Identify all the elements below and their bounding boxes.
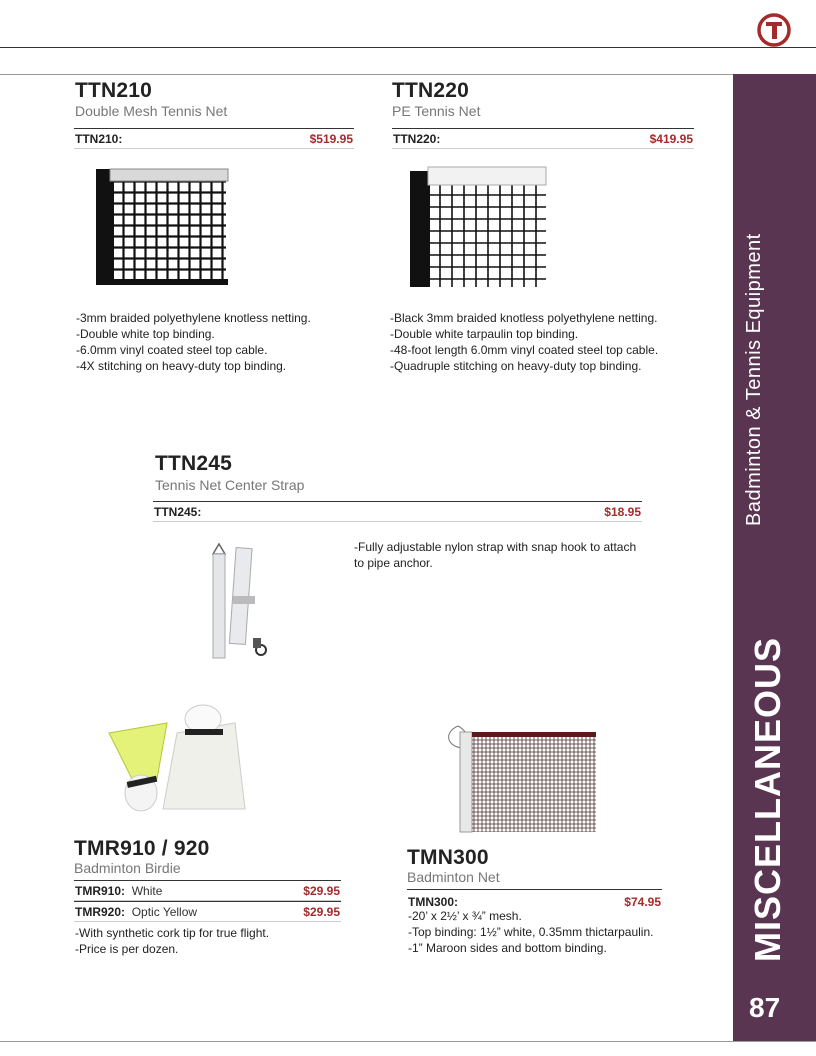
- tmr920-price: $29.95: [303, 905, 340, 919]
- ttn210-feature: -Double white top binding.: [76, 327, 215, 341]
- tmr910-price-code: [75, 884, 162, 898]
- tmn300-feature: -1” Maroon sides and bottom binding.: [408, 941, 607, 955]
- tmn300-features: [408, 908, 653, 956]
- ttn220-price-row: [392, 128, 694, 149]
- sidebar-category: Badminton & Tennis Equipment: [743, 233, 765, 526]
- ttn220-features: [390, 310, 658, 374]
- tmr910-feature: -With synthetic cork tip for true flight.: [75, 926, 270, 940]
- tennis-net-image: [96, 165, 230, 290]
- sidebar: [733, 74, 816, 1042]
- tmn300-title: TMN300: [407, 846, 489, 869]
- ttn210-price: $519.95: [309, 132, 353, 146]
- page-number: 87: [749, 992, 781, 1023]
- tmr910-code: TMR910:: [75, 884, 126, 898]
- t-circle-logo-icon: [757, 13, 791, 47]
- tmr910-subtitle: Badminton Birdie: [74, 860, 181, 876]
- tmr920-price-row: [74, 901, 341, 922]
- footer-divider: [0, 1041, 816, 1042]
- ttn220-feature: -Black 3mm braided knotless polyethylene netting.: [390, 311, 658, 325]
- sidebar-section-title: MISCELLANEOUS: [747, 636, 788, 962]
- ttn210-feature: -6.0mm vinyl coated steel top cable.: [76, 343, 268, 357]
- ttn245-feature: -Fully adjustable nylon strap with snap hook to attach: [354, 540, 637, 554]
- tmr910-price: $29.95: [303, 884, 340, 898]
- tmr910-features: [75, 925, 269, 957]
- ttn220-price: $419.95: [649, 132, 693, 146]
- ttn210-price-code: TTN210:: [75, 132, 123, 146]
- tmr920-color: Optic Yellow: [131, 905, 198, 919]
- badminton-birdie-image: [105, 703, 250, 821]
- ttn245-features: [354, 539, 636, 571]
- header-divider-lower: [0, 74, 733, 75]
- tmn300-feature: -Top binding: 1½” white, 0.35mm thictarpaulin.: [408, 925, 654, 939]
- ttn245-subtitle: Tennis Net Center Strap: [155, 477, 305, 493]
- ttn210-price-row: [74, 128, 354, 149]
- ttn220-subtitle: PE Tennis Net: [392, 103, 481, 119]
- tmr910-feature: -Price is per dozen.: [75, 942, 179, 956]
- ttn220-price-code: TTN220:: [393, 132, 441, 146]
- ttn210-title: TTN210: [75, 79, 153, 102]
- tmn300-price-row: [407, 889, 662, 909]
- tmr910-color: White: [131, 884, 163, 898]
- ttn245-price-code: TTN245:: [154, 505, 202, 519]
- ttn245-feature: to pipe anchor.: [354, 556, 433, 570]
- ttn220-feature: -Quadruple stitching on heavy-duty top binding.: [390, 359, 642, 373]
- ttn210-feature: -4X stitching on heavy-duty top binding.: [76, 359, 287, 373]
- center-strap-image: [205, 542, 275, 668]
- ttn245-price-row: [153, 501, 642, 522]
- tmn300-price-code: TMN300:: [408, 895, 459, 909]
- tmn300-subtitle: Badminton Net: [407, 869, 500, 885]
- tmr920-price-code: [75, 905, 197, 919]
- ttn210-features: [76, 310, 311, 374]
- ttn210-subtitle: Double Mesh Tennis Net: [75, 103, 228, 119]
- tmn300-price: $74.95: [624, 895, 661, 909]
- tmr920-code: TMR920:: [75, 905, 126, 919]
- header-divider: [0, 47, 816, 48]
- ttn220-feature: -48-foot length 6.0mm vinyl coated steel top cable.: [390, 343, 659, 357]
- ttn245-price: $18.95: [604, 505, 641, 519]
- tennis-net-image: [410, 165, 550, 289]
- ttn220-title: TTN220: [392, 79, 470, 102]
- tmr910-price-row: [74, 880, 341, 901]
- ttn245-title: TTN245: [155, 452, 233, 475]
- tmn300-feature: -20’ x 2½’ x ¾” mesh.: [408, 909, 522, 923]
- ttn210-feature: -3mm braided polyethylene knotless netting.: [76, 311, 311, 325]
- tmr910-title: TMR910 / 920: [74, 837, 210, 860]
- ttn220-feature: -Double white tarpaulin top binding.: [390, 327, 579, 341]
- badminton-net-image: [440, 722, 600, 838]
